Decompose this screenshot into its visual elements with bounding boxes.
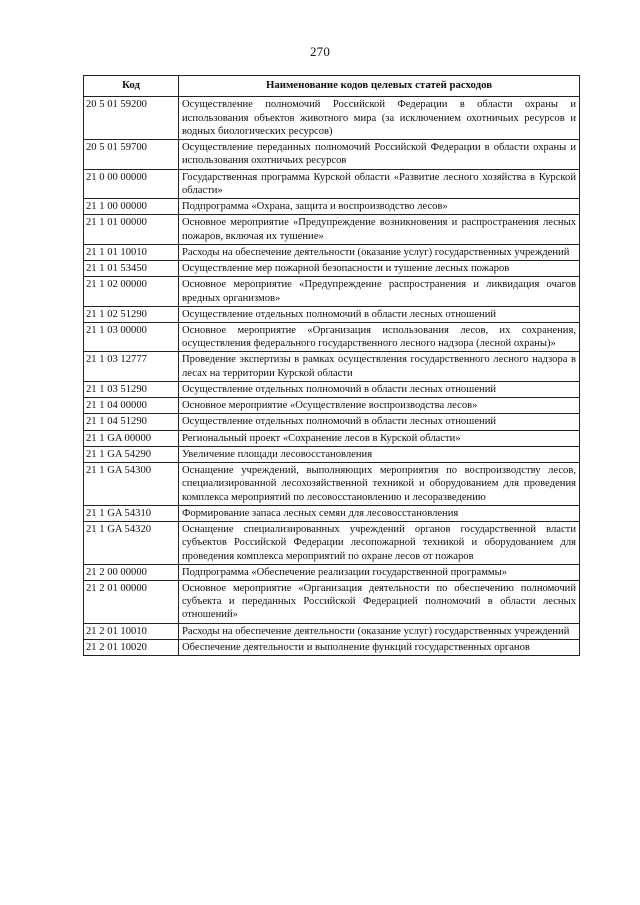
table-row — [84, 639, 580, 655]
table-row — [84, 97, 580, 140]
table-row — [84, 430, 580, 446]
row-name: Государственная программа Курской области «Развитие лесного хозяйства в Курской области» — [179, 169, 580, 198]
row-code: 21 0 00 00000 — [84, 169, 179, 198]
row-code: 21 1 03 00000 — [84, 323, 179, 352]
row-code: 20 5 01 59200 — [84, 97, 179, 140]
row-name: Основное мероприятие «Осуществление воспроизводства лесов» — [179, 398, 580, 414]
row-name: Осуществление отдельных полномочий в области лесных отношений — [179, 381, 580, 397]
table-row — [84, 323, 580, 352]
row-name: Региональный проект «Сохранение лесов в Курской области» — [179, 430, 580, 446]
row-name: Подпрограмма «Охрана, защита и воспроизводство лесов» — [179, 199, 580, 215]
page-number: 270 — [309, 44, 331, 59]
row-name: Увеличение площади лесовосстановления — [179, 446, 580, 462]
table-row — [84, 277, 580, 306]
row-code: 21 1 04 00000 — [84, 398, 179, 414]
table-row — [84, 352, 580, 381]
row-name: Основное мероприятие «Организация использования лесов, их сохранения, осуществления федерального государственного лесного надзора (лесной охраны)» — [179, 323, 580, 352]
table-row — [84, 446, 580, 462]
table-row — [84, 564, 580, 580]
row-name: Расходы на обеспечение деятельности (оказание услуг) государственных учреждений — [179, 244, 580, 260]
table-row — [84, 414, 580, 430]
table-row — [84, 215, 580, 244]
row-code: 21 1 GA 54300 — [84, 463, 179, 506]
table-row — [84, 244, 580, 260]
row-name: Осуществление переданных полномочий Российской Федерации в области охраны и использования охотничьих ресурсов — [179, 140, 580, 169]
table-row — [84, 398, 580, 414]
row-code: 21 1 01 10010 — [84, 244, 179, 260]
row-code: 21 1 GA 00000 — [84, 430, 179, 446]
table-row — [84, 381, 580, 397]
table-row — [84, 522, 580, 565]
row-code: 21 2 00 00000 — [84, 564, 179, 580]
row-code: 21 1 GA 54290 — [84, 446, 179, 462]
row-code: 20 5 01 59700 — [84, 140, 179, 169]
row-name: Основное мероприятие «Предупреждение распространения и ликвидация очагов вредных организмов» — [179, 277, 580, 306]
row-name: Осуществление отдельных полномочий в области лесных отношений — [179, 306, 580, 322]
row-code: 21 1 02 00000 — [84, 277, 179, 306]
row-name: Оснащение учреждений, выполняющих мероприятия по воспроизводству лесов, специализированной лесохозяйственной техникой и оборудованием для проведения комплекса мероприятий по лесовосстановлению и лесоразведению — [179, 463, 580, 506]
row-code: 21 1 03 12777 — [84, 352, 179, 381]
row-code: 21 1 02 51290 — [84, 306, 179, 322]
row-code: 21 2 01 10020 — [84, 639, 179, 655]
target-expense-codes-table — [83, 75, 580, 656]
column-header-name: Наименование кодов целевых статей расходов — [179, 76, 580, 97]
table-row — [84, 140, 580, 169]
row-name: Осуществление отдельных полномочий в области лесных отношений — [179, 414, 580, 430]
row-code: 21 1 GA 54320 — [84, 522, 179, 565]
row-name: Оснащение специализированных учреждений органов государственной власти субъектов Российской Федерации лесопожарной техникой и оборудованием для проведения комплекса мероприятий по охране лесов от пожаров — [179, 522, 580, 565]
table-header-row — [84, 76, 580, 97]
table-row — [84, 199, 580, 215]
row-code: 21 1 04 51290 — [84, 414, 179, 430]
table-row — [84, 261, 580, 277]
row-name: Осуществление мер пожарной безопасности и тушение лесных пожаров — [179, 261, 580, 277]
row-code: 21 2 01 10010 — [84, 623, 179, 639]
table-row — [84, 306, 580, 322]
row-code: 21 2 01 00000 — [84, 580, 179, 623]
row-code: 21 1 GA 54310 — [84, 505, 179, 521]
table-row — [84, 169, 580, 198]
row-code: 21 1 00 00000 — [84, 199, 179, 215]
table-row — [84, 463, 580, 506]
table-row — [84, 623, 580, 639]
table-row — [84, 505, 580, 521]
row-name: Основное мероприятие «Предупреждение возникновения и распространения лесных пожаров, включая их тушение» — [179, 215, 580, 244]
row-name: Расходы на обеспечение деятельности (оказание услуг) государственных учреждений — [179, 623, 580, 639]
row-name: Подпрограмма «Обеспечение реализации государственной программы» — [179, 564, 580, 580]
row-name: Формирование запаса лесных семян для лесовосстановления — [179, 505, 580, 521]
row-name: Основное мероприятие «Организация деятельности по обеспечению полномочий субъекта и переданных Российской Федерацией полномочий в области лесных отношений» — [179, 580, 580, 623]
row-code: 21 1 01 00000 — [84, 215, 179, 244]
row-name: Обеспечение деятельности и выполнение функций государственных органов — [179, 639, 580, 655]
column-header-code: Код — [84, 76, 179, 97]
row-code: 21 1 01 53450 — [84, 261, 179, 277]
row-code: 21 1 03 51290 — [84, 381, 179, 397]
row-name: Проведение экспертизы в рамках осуществления государственного лесного надзора в лесах на территории Курской области — [179, 352, 580, 381]
row-name: Осуществление полномочий Российской Федерации в области охраны и использования объектов животного мира (за исключением охотничьих ресурсов и водных биологических ресурсов) — [179, 97, 580, 140]
table-row — [84, 580, 580, 623]
